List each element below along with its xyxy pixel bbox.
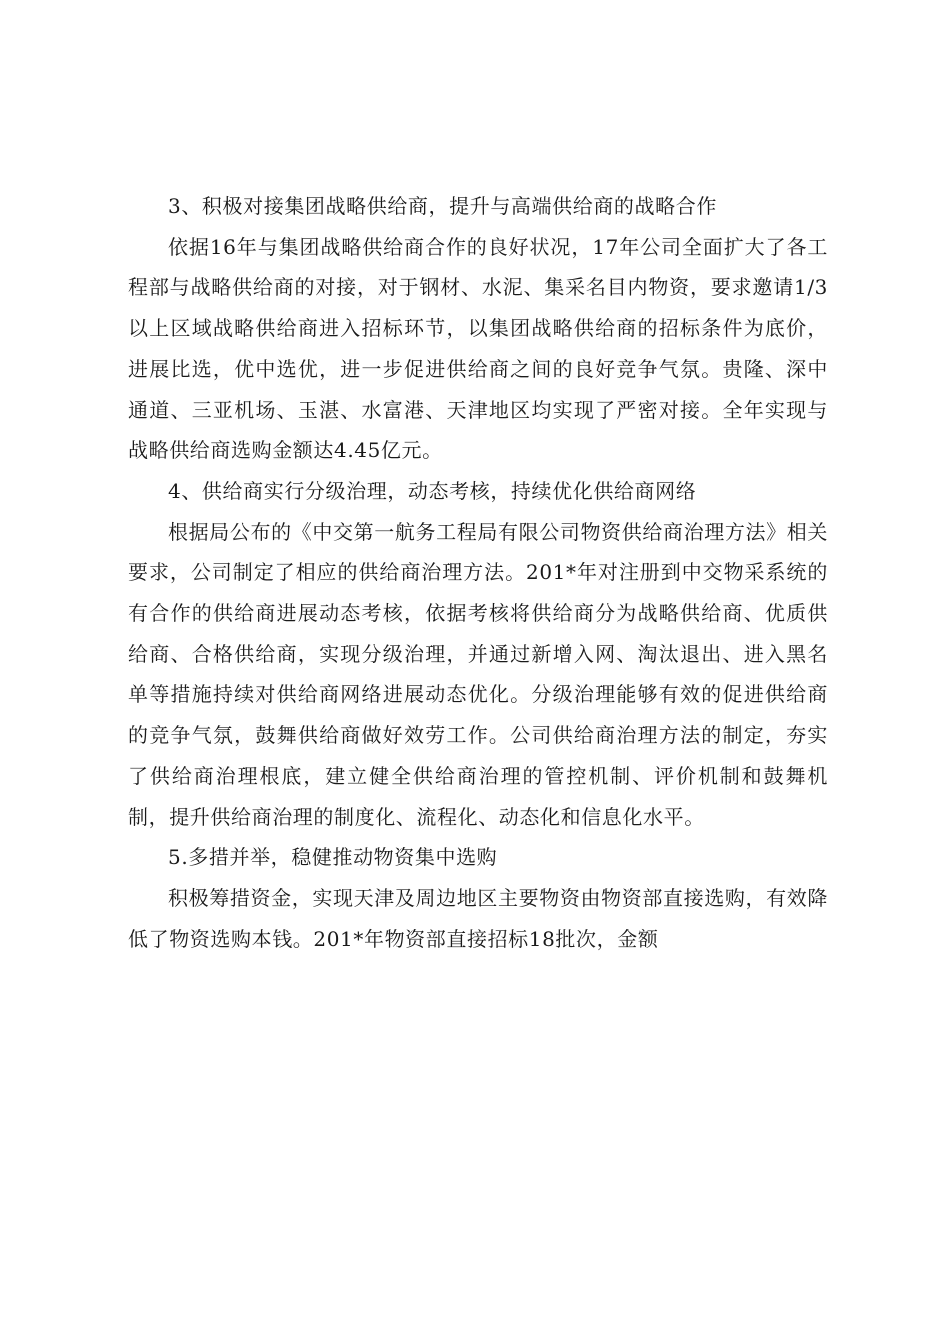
paragraph-strategic-supplier-docking: 依据16年与集团战略供给商合作的良好状况，17年公司全面扩大了各工程部与战略供给商的对接，对于钢材、水泥、集采名目内物资，要求邀请1/3以上区域战略供给商进入招标环节，以集团战略供给商的招标条件为底价，进展比选，优中选优，进一步促进供给商之间的良好竞争气氛。贵隆、深中通道、三亚机场、玉湛、水富港、天津地区均实现了严密对接。全年实现与战略供给商选购金额达4.45亿元。: [128, 234, 828, 463]
heading-3-strategic-suppliers: 3、积极对接集团战略供给商，提升与高端供给商的战略合作: [168, 194, 717, 218]
heading-5-centralized-procurement: 5.多措并举，稳健推动物资集中选购: [168, 845, 498, 870]
document-body: [128, 186, 828, 959]
paragraph-supplier-management: 根据局公布的《中交第一航务工程局有限公司物资供给商治理方法》相关要求，公司制定了相应的供给商治理方法。201*年对注册到中交物采系统的有合作的供给商进展动态考核，依据考核将供给商分为战略供给商、优质供给商、合格供给商，实现分级治理，并通过新增入网、淘汰退出、进入黑名单等措施持续对供给商网络进展动态优化。分级治理能够有效的促进供给商的竞争气氛，鼓舞供给商做好效劳工作。公司供给商治理方法的制定，夯实了供给商治理根底，建立健全供给商治理的管控机制、评价机制和鼓舞机制，提升供给商治理的制度化、流程化、动态化和信息化水平。: [128, 519, 828, 829]
heading-4-supplier-grading: 4、供给商实行分级治理，动态考核，持续优化供给商网络: [168, 478, 697, 503]
paragraph-procurement-funding: 积极筹措资金，实现天津及周边地区主要物资由物资部直接选购，有效降低了物资选购本钱。201*年物资部直接招标18批次，金额: [128, 885, 828, 951]
